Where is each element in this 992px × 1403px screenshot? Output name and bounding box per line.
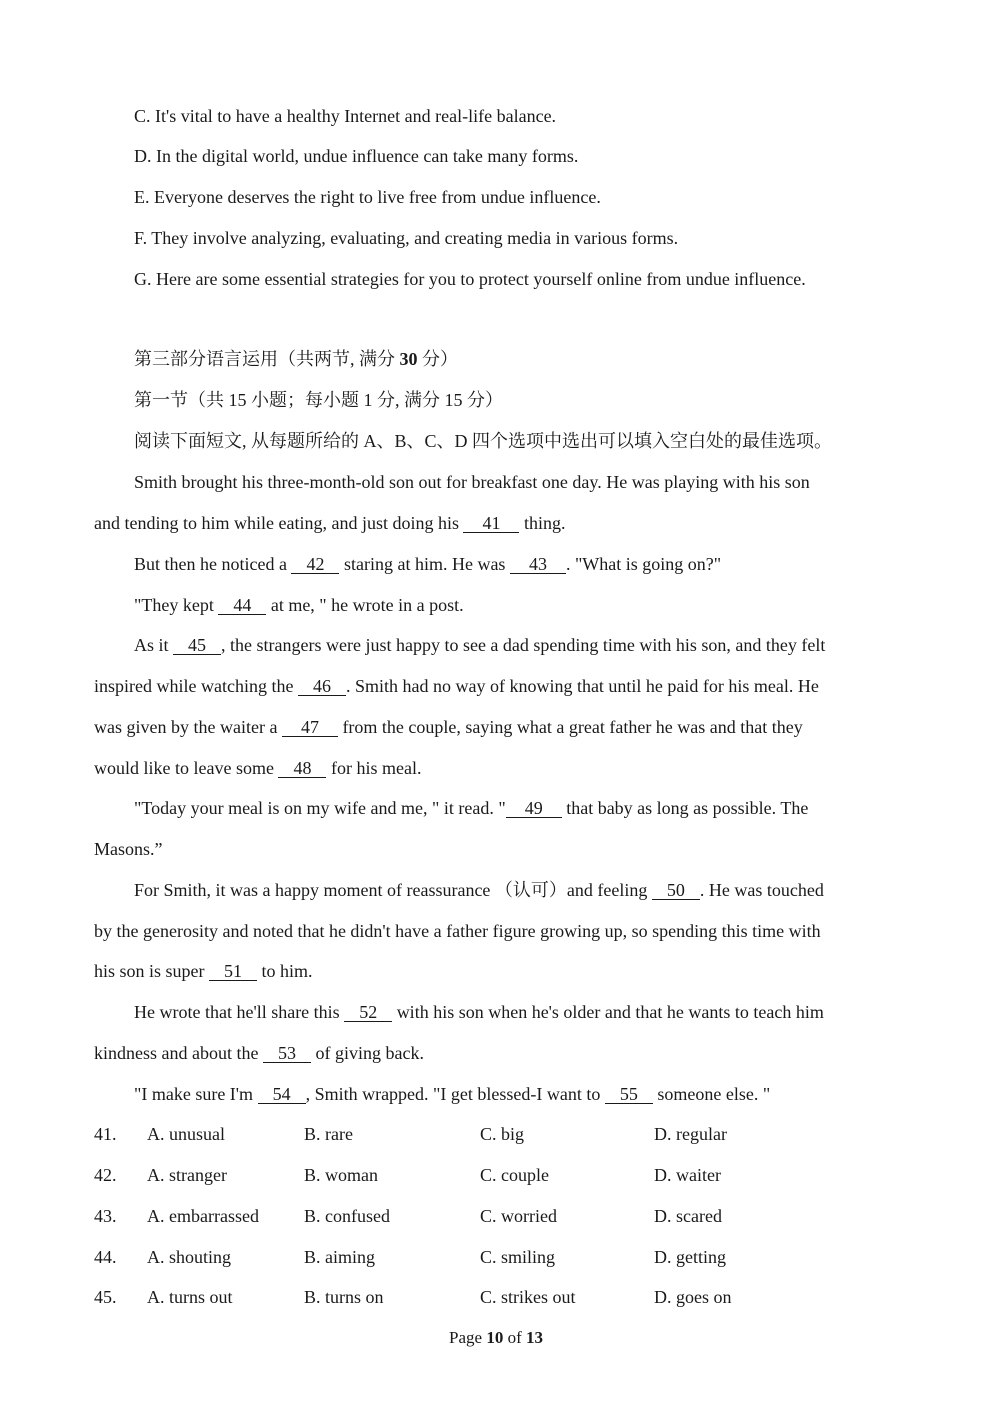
choice-b: B. rare <box>304 1124 353 1144</box>
blank-52: 52 <box>344 1003 392 1022</box>
passage-line <box>134 1083 770 1105</box>
passage-line <box>94 675 819 697</box>
text: with his son when he's older and that he wants to teach him <box>392 1002 824 1022</box>
blank-53: 53 <box>263 1044 311 1063</box>
text: For Smith, it was a happy moment of reassurance （认可）and feeling <box>134 880 652 900</box>
text: for his meal. <box>326 758 422 778</box>
choice-c: C. strikes out <box>480 1287 576 1307</box>
choice-d: D. regular <box>654 1124 727 1144</box>
text: his son is super <box>94 961 210 981</box>
choice-a: A. stranger <box>147 1165 227 1185</box>
text: , the strangers were just happy to see a dad spending time with his son, and they felt <box>221 635 826 655</box>
text: inspired while watching the <box>94 676 298 696</box>
passage-line <box>134 1001 824 1023</box>
question-number: 41. <box>94 1124 117 1144</box>
blank-46: 46 <box>298 677 346 696</box>
page-number: 10 <box>486 1328 504 1347</box>
text: staring at him. He was <box>339 554 510 574</box>
passage-line <box>94 960 313 982</box>
blank-43: 43 <box>510 555 566 574</box>
sub-heading: 第一节（共 15 小题；每小题 1 分, 满分 15 分） <box>134 390 503 410</box>
blank-42: 42 <box>291 555 339 574</box>
question-row <box>0 1286 992 1308</box>
passage-line <box>134 879 824 901</box>
choice-a: A. turns out <box>147 1287 233 1307</box>
choice-b: B. confused <box>304 1206 390 1226</box>
text: was given by the waiter a <box>94 717 282 737</box>
passage-line: Smith brought his three-month-old son out for breakfast one day. He was playing with his son <box>134 472 810 492</box>
blank-45: 45 <box>173 636 221 655</box>
blank-47: 47 <box>282 718 338 737</box>
choice-a: A. shouting <box>147 1247 232 1267</box>
text: . Smith had no way of knowing that until he paid for his meal. He <box>345 676 819 696</box>
page-total: 13 <box>525 1328 543 1347</box>
text: would like to leave some <box>94 758 279 778</box>
text: to him. <box>257 961 313 981</box>
choice-a: A. unusual <box>147 1124 225 1144</box>
option-d: D. In the digital world, undue influence can take many forms. <box>134 146 579 166</box>
text: "They kept <box>134 595 219 615</box>
part-heading-end: 分） <box>417 349 458 369</box>
choice-c: C. smiling <box>480 1247 556 1267</box>
question-number: 42. <box>94 1165 117 1185</box>
text: from the couple, saying what a great father he was and that they <box>337 717 803 737</box>
passage-line <box>134 797 808 819</box>
choice-b: B. turns on <box>304 1287 384 1307</box>
blank-48: 48 <box>278 759 326 778</box>
blank-49: 49 <box>506 799 562 818</box>
question-number: 44. <box>94 1247 117 1267</box>
choice-d: D. scared <box>654 1206 722 1226</box>
text: But then he noticed a <box>134 554 292 574</box>
choice-d: D. waiter <box>654 1165 721 1185</box>
passage-line <box>94 512 565 534</box>
choice-c: C. couple <box>480 1165 549 1185</box>
question-number: 45. <box>94 1287 117 1307</box>
blank-41: 41 <box>463 514 519 533</box>
passage-line: by the generosity and noted that he didn't have a father figure growing up, so spending this time with <box>94 921 821 941</box>
text: , Smith wrapped. "I get blessed-I want to <box>305 1084 605 1104</box>
footer-text: Page <box>449 1328 487 1347</box>
choice-b: B. aiming <box>304 1247 375 1267</box>
text: thing. <box>519 513 566 533</box>
question-row <box>0 1246 992 1268</box>
choice-d: D. getting <box>654 1247 726 1267</box>
text: "Today your meal is on my wife and me, " it read. " <box>134 798 506 818</box>
passage-line <box>134 594 464 616</box>
choice-b: B. woman <box>304 1165 378 1185</box>
option-e: E. Everyone deserves the right to live free from undue influence. <box>134 187 601 207</box>
blank-55: 55 <box>605 1085 653 1104</box>
question-row <box>0 1123 992 1145</box>
part-heading <box>134 348 458 370</box>
passage-line <box>94 1042 424 1064</box>
text: As it <box>134 635 174 655</box>
footer-text: of <box>503 1328 526 1347</box>
passage-line <box>134 553 721 575</box>
text: of giving back. <box>310 1043 424 1063</box>
blank-51: 51 <box>209 962 257 981</box>
option-c: C. It's vital to have a healthy Internet and real-life balance. <box>134 106 557 126</box>
text: that baby as long as possible. The <box>561 798 809 818</box>
choice-a: A. embarrassed <box>147 1206 259 1226</box>
passage-line <box>94 716 803 738</box>
question-number: 43. <box>94 1206 117 1226</box>
passage-line <box>94 757 421 779</box>
blank-44: 44 <box>218 596 266 615</box>
blank-50: 50 <box>652 881 700 900</box>
text: "I make sure I'm <box>134 1084 258 1104</box>
question-row <box>0 1164 992 1186</box>
text: He wrote that he'll share this <box>134 1002 345 1022</box>
text: . He was touched <box>699 880 824 900</box>
choice-c: C. worried <box>480 1206 557 1226</box>
text: someone else. " <box>652 1084 771 1104</box>
part-heading-text: 第三部分语言运用（共两节, 满分 <box>134 349 400 369</box>
page-footer <box>0 1328 992 1348</box>
part-score: 30 <box>399 349 418 369</box>
passage-line <box>134 634 825 656</box>
question-row <box>0 1205 992 1227</box>
choice-c: C. big <box>480 1124 525 1144</box>
text: . "What is going on?" <box>565 554 722 574</box>
text: kindness and about the <box>94 1043 263 1063</box>
instruction: 阅读下面短文, 从每题所给的 A、B、C、D 四个选项中选出可以填入空白处的最佳选项。 <box>134 431 833 451</box>
choice-d: D. goes on <box>654 1287 732 1307</box>
option-g: G. Here are some essential strategies for you to protect yourself online from undue influence. <box>134 269 806 289</box>
blank-54: 54 <box>258 1085 306 1104</box>
text: and tending to him while eating, and just doing his <box>94 513 464 533</box>
passage-line: Masons.” <box>94 839 163 859</box>
text: at me, " he wrote in a post. <box>266 595 464 615</box>
option-f: F. They involve analyzing, evaluating, and creating media in various forms. <box>134 228 679 248</box>
